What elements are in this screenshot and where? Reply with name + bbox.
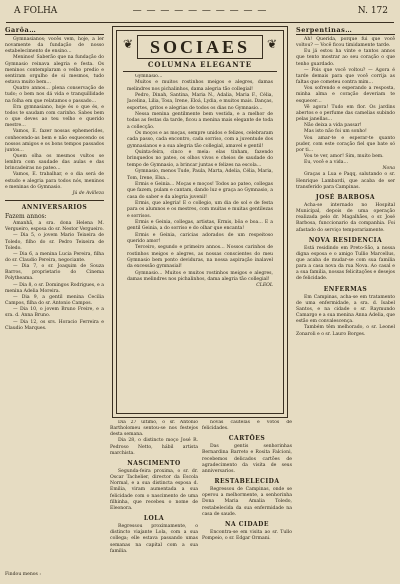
paragraph: Encontra-se em visita ao sr. Tullo Pompeio, o sr. Edgar Ormani.: [202, 529, 292, 542]
paragraph: Nessa menina gentilmente bem vestida, e a melhor de todas as festas da tarde, ficou a menina mais elegante de toda a collecção.: [127, 112, 273, 130]
sociaes-box: [112, 26, 288, 418]
anniv-entry: — Dia 10, o jovem Bruno Freire, e a sra. d. Anna Bruno.: [5, 307, 104, 319]
paragraph: Muitos e muitos rostinhos meigos e alegres, damas melindres nos pichalinhos, dama alegria tão collegial!: [127, 80, 273, 92]
paragraph: Vou te ver, amor! Sim, muito bem.: [304, 153, 384, 159]
paragraph: Quatro annos… plena conservação de tudo; o bem nos dá vida e tranquillidade na folha em que relatamos o passado…: [5, 86, 104, 104]
paragraph: — Pois que você voltou? — Agora é tarde demais para que você corrija as faltas que cometeu contra mim…: [296, 67, 395, 86]
paragraph: Vamos, E. trabalhar, e o dia será de estudo e alegria para todos nós, meninos e meninas do Gymnasio.: [5, 172, 104, 190]
paragraph: Gymnasio, menos Tude, Paula, Marta, Adelia, Célia, Maria, Tom, Irene, Elsa…: [127, 169, 273, 181]
anniv-entry: — Dia 9, a gentil menina Cecilia Campos, filha do sr. Antonio Campos.: [5, 294, 104, 307]
lower-left-column: [110, 420, 198, 580]
column-middle: [108, 25, 292, 580]
paragraph: Eu já estou ha vinte e tantos annos que tento mostrar ao seu coração o que tenho guardado.: [296, 49, 395, 67]
paragraph: Em Campinas, acha-se em tratamento de uma enfermidade, a sra. d. Isabel Santos, e na cidade o sr. Raymundo Camargo e a sua menina Anna Adelia, que estão em convalescença.: [296, 294, 395, 325]
paragraph: Gymnasio…: [135, 74, 163, 79]
paragraph: Vê agora! Tudo em flor. Os jardins abertos e o perfume das camelias subindo pelas janellas…: [296, 104, 395, 123]
ornament-right-icon: ❦: [266, 37, 277, 51]
paragraph: Gymnasio… Muitos e muitos rostinhos meigos e alegres, damas melindres nos pichalinhos, dama alegria tão collegial!: [127, 270, 273, 282]
paragraph: Está residindo em Preto-São, a nossa digna esposa e o amigo Tullio Marcellus, que acaba de mudar-se com sua familia para a casa nova da rua Nova. Ao casal e a sua familia, nossas felicitações e desejos de felicidade.: [296, 245, 395, 282]
paragraph: Mas isto não foi um sonho!: [304, 129, 367, 135]
section-title-anniversarios: ANNIVERSARIOS: [21, 204, 88, 212]
page-header: [6, 0, 394, 23]
paragraph: Os moços e as moças, sempre unidos e felizes, celebraram cada passo, cada encontro, cada sorriso, com a juventude dos gymnasianos e a sua alegria tão collegial, amavel e gentil!: [127, 131, 273, 149]
footer-text: Findou menos :: [5, 571, 41, 577]
issue-number: N. 172: [357, 6, 388, 16]
anniv-entry: — Dia 8, o sr. Domingos Rodrigues, e a menina Adelia Moreira.: [5, 282, 104, 294]
paragraph: Ermis e Geinia, collegas, artistas, Ermis, bôa e boa… E a gentil Geinia, a do sorriso e do olhar que encanta!: [127, 219, 273, 232]
anniv-entry: — Dia 12, os srs. Horacio Ferreira e Claudio Marques.: [5, 319, 104, 331]
columna-elegante-title: COLUMNA ELEGANTE: [123, 60, 277, 72]
sociaes-banner: SOCIAES: [137, 35, 263, 59]
signature: CLEOL: [256, 283, 273, 289]
section-title-cartoes: CARTÕES: [228, 435, 266, 443]
column-right: [296, 25, 395, 580]
section-title-jose-barbosa: JOSÉ BARBOSA: [315, 193, 376, 201]
section-title-restabelecida: RESTABELECIDA: [214, 478, 280, 486]
paragraph: Ah! Querida, porque fui que você voltou? — Você ficou timidamente tarde.: [296, 37, 395, 49]
paragraph: Quinta-feira, cinco e meia: elas tinham, fazendo brinquedos no pateo, os olhos vivos e cheios de saudade do tempo de Gymnasio, a brincar juntas e felizes na escola…: [127, 150, 273, 168]
columna-elegante-text: [127, 74, 273, 411]
section-title-garoa: Garôa…: [5, 26, 104, 35]
paragraph: Dia 28, o distincto moço José R. Pedroso Netto, hábil artista marchista.: [110, 438, 198, 456]
paragraph: Meninos! Saberão que na fundação do Gymnasio reinava alegria e festa. Os meninos contemplaram o velho predio e sentiram orgulho de si mesmos, tudo estava muito bem…: [5, 55, 104, 86]
signature: Nona: [382, 166, 395, 172]
paragraph: Ermis e Geinia… Moças e moços! Todos ao pateo, collegas que fazem, pulam e cantam, dando luz e graça ao Gymnasio, a casa do saber e da alegria juvenil!: [127, 181, 273, 200]
paragraph: Terceiro, segundo e primeiro annos… Nossos carinhos de rostinhos meigos e alegres, as nossas conscientes do meu Gymnasio bem ponto deviduras, na nossa aspiração inalavel da excessão gymnasial!: [127, 245, 273, 270]
paragraph: Segunda-feira proxima, o sr. dr. Oscar Tachelier, director da Escola Normal, e a sua distincta esposa d. Emilia, viram aumentada a sua felicidade com o nascimento de uma filhinha, que recebeu o nome de Eleonora.: [110, 468, 198, 511]
header-rule: — — — — — — — — — —: [132, 6, 268, 16]
paragraph: Não deixa a vida passar!: [304, 123, 362, 129]
paragraph: novas cautelas e votos de felicidades.: [202, 420, 292, 432]
paragraph: Vou sofrendo e esperando a resposta, minha alma e coração deveriam te esquecer…: [296, 86, 395, 104]
signature: Jú de Avilleza: [72, 190, 104, 196]
paragraph: Ermis e Geinia, caricias adorados de um respeitoso querido amor!: [127, 232, 273, 244]
section-title-nascimento: NASCIMENTO: [127, 459, 181, 467]
lower-right-column: [202, 420, 292, 580]
paragraph: Graças a Lua e Paqq, salutando o sr. Henrique Lambardi, que acaba de ser transferido para Campinas.: [296, 172, 395, 190]
anniv-entry: Amanhã, a sra. dona Helena M. Vergueiro, esposa do sr. Nestor Vergueiro.: [5, 221, 104, 233]
paragraph: Vamos, E. fazer nossas ephemerides, conhecendo-as bem e não esquecendo os nossos amigos e os bons tempos passados juntos…: [5, 129, 104, 153]
paragraph: Era gymnasiano, hoje és o que és, e todos te saudam com carinho. Sabes bem o que deves ao teu velho e querido mestre…: [5, 104, 104, 129]
paragraph: Também têm melhorado, o sr. Leonel Zonaroli e o sr. Lauro Borges.: [296, 325, 395, 337]
section-title-serpentinas: Serpentinas…: [296, 26, 395, 35]
paragraph: Ermis, que alegria! E o collegio, um dia de sol e de festa para os alumnos e os mestres, com muitas e muitas gentilezas e sorrisos.: [127, 200, 273, 219]
header-title: A FOLHA: [14, 6, 58, 16]
anniv-entry: — Dia 6, a menina Lucia Pereira, filha do sr. Claudio Pereira, negociante.: [5, 251, 104, 263]
paragraph: Regressou proximamente, o distincto viajante Lola, com a sua collega; elle estava passando umas semanas na capital com a sua familia.: [110, 524, 198, 554]
paragraph: Gymnasianos; vocês vem, hoje, a ler novamente da fundação de nosso estabelecimento de ensino…: [5, 37, 104, 55]
paragraph: Pedro, Dinah, Santina, Maria N., Adalia, Maria F., Célia, Jacelina, Lilia, Tosa, Irene, Eloá, Lydia, e muitos mais. Danças, esportes, gritos e alegrias de todos os dias no Gymnasio…: [127, 93, 273, 111]
paragraph: Eu, você e a vida…: [304, 160, 349, 166]
paragraph: Das gentis senhorinhas Bernardina Barreto e Rosita Falcioni, recebemos delicados cartões de agradecimento da visita de seus anniversarios.: [202, 444, 292, 474]
section-title-na-cidade: NA CIDADE: [225, 520, 269, 528]
anniv-entry: — Dia 7, o sr. Joaquim de Souza Barros, proprietario do Cinema Polytheama.: [5, 264, 104, 282]
column-left: [5, 25, 104, 580]
ornament-left-icon: ❦: [123, 37, 134, 51]
section-title-nova-residencia: NOVA RESIDENCIA: [308, 236, 383, 244]
section-title-lola: LOLA: [143, 515, 165, 523]
paragraph: Acha-se internado no Hospital Municipal, depois de uma operação realizada pelo dr. Magalhães, o sr. José Barbosa, funccionario da companhia. Foi afastado do serviço temporariamente.: [296, 202, 395, 233]
paragraph: Regressou de Campinas, onde se operou a melhormente, a senhorinha Dona Maria Amalia Toledo, restabelecida da sua enfermidade na casa de saude.: [202, 487, 292, 517]
paragraph: Quem olha os mesmos vultos se lembra com saudade das aulas e das brincadeiras no pateo…: [5, 153, 104, 172]
anniv-subtitle: Fazem annos:: [5, 213, 47, 221]
paragraph: Dia 27 ultimo, o sr. Antonio Bartholomeu sentou-se nos festejos desta semana.: [110, 420, 198, 438]
anniv-entry: — Dia 5, o jovem Mario Teixeira de Toledo, filho do sr. Pedro Teixeira de Toledo.: [5, 233, 104, 251]
section-title-enfermas: ENFERMAS: [323, 285, 368, 293]
paragraph: Vou amar-te e esperar-te quanto puder, com este coração fiel que bate só por ti…: [296, 135, 395, 153]
divider: [5, 200, 104, 201]
